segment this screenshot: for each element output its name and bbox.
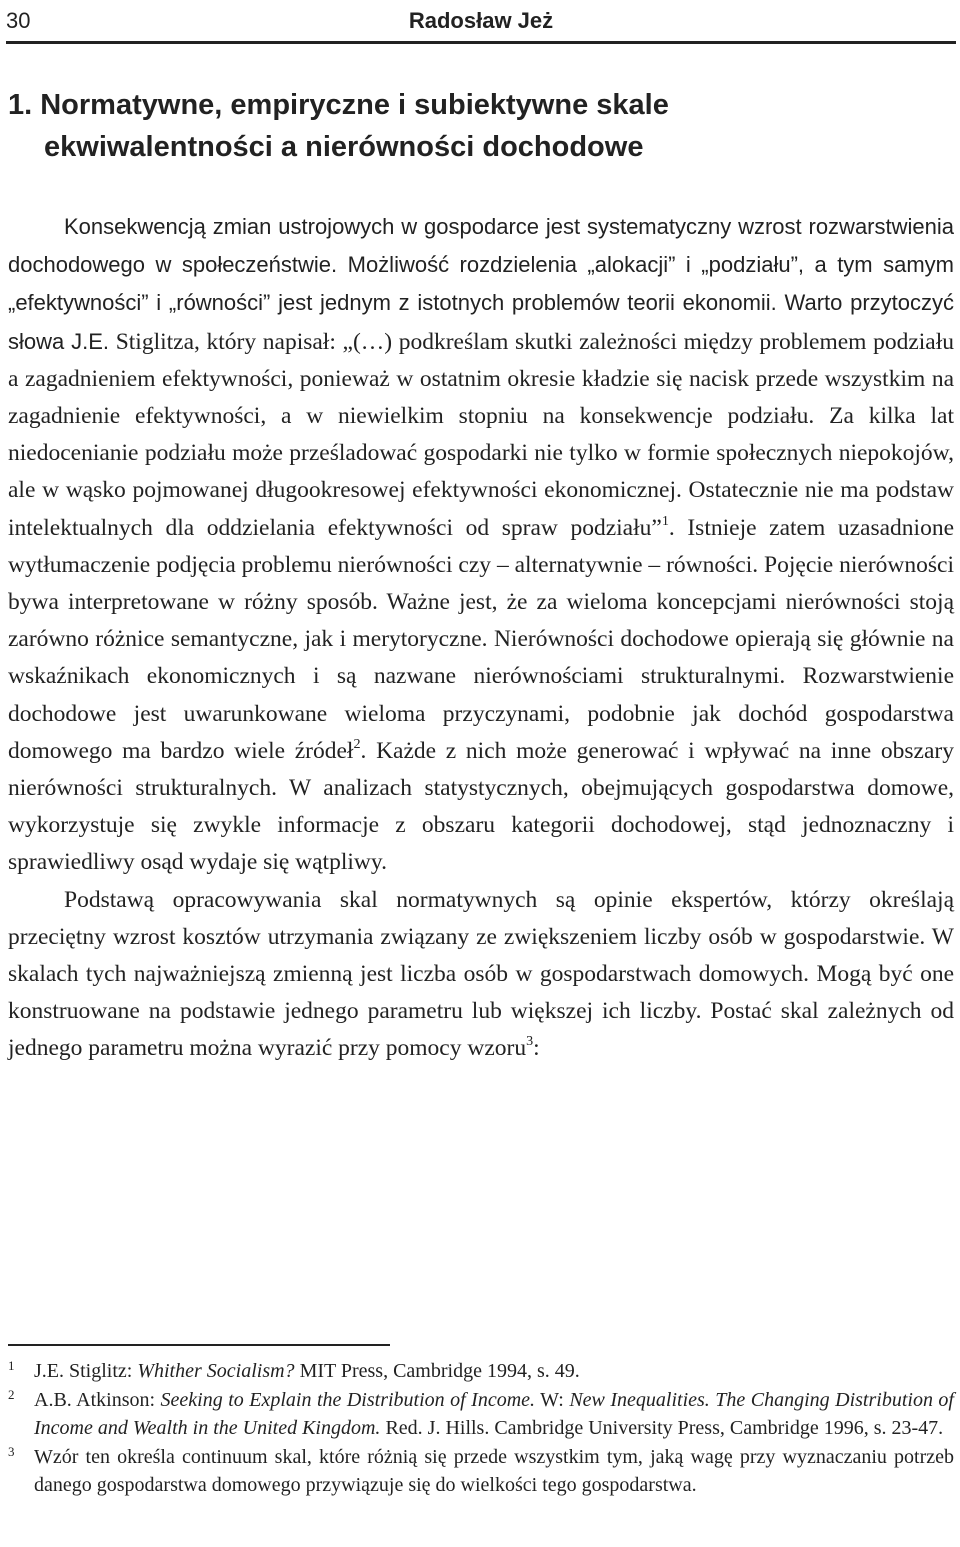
paragraph-2-text: Podstawą opracowywania skal normatywnych są opinie ekspertów, którzy określają przeciętny wzrost kosztów utrzymania związany ze zwiększeniem liczby osób w gospodarstwie. W skalach tych najważniejszą zmienną jest liczba osób w gospodarstwach domowych. Mogą być one konstruowane na podstawie jednego parametru lub większej ich liczby. Postać skal zależnych od jednego parametru można wyrazić przy pomocy wzoru [8, 886, 954, 1062]
footnote-run: J.E. Stiglitz: [34, 1360, 138, 1382]
section-title [8, 84, 908, 168]
body-text [8, 208, 954, 1068]
footnote-2 [8, 1387, 954, 1442]
footnote-title: Whither Socialism? [137, 1360, 295, 1382]
footnote-title: Seeking to Explain the Distribution of Income. [160, 1389, 536, 1412]
footnote-text [34, 1358, 954, 1385]
section-title-line1: 1. Normatywne, empiryczne i subiektywne skale [8, 89, 669, 121]
footnote-ref-3: 3 [526, 1033, 534, 1050]
footnote-run: W: [535, 1389, 570, 1412]
paragraph-1-run-a: Stiglitza, który napisał: „(…) podkreślam skutki zależności między problemem podziału a zagadnieniem efektywności, ponieważ w ostatnim okresie kładzie się nacisk przede wszystkim na zagadnienie efektywności, a w niewielkim stopniu na konsekwencje podziału. Za kilka lat niedocenianie podziału może prześladować gospodarki nie tylko w formie społecznych niepokojów, ale w wąsko pojmowanej długookresowej efektywności ekonomicznej. Ostatecznie nie ma podstaw intelektualnych dla oddzielania efektywności od spraw podziału” [8, 328, 955, 541]
footnote-rule [8, 1344, 390, 1346]
footnote-run: Red. J. Hills. Cambridge University Press, Cambridge 1996, s. 23-47. [380, 1416, 944, 1439]
footnote-text [34, 1387, 954, 1442]
paragraph-2-end: : [533, 1035, 540, 1062]
paragraph-1-sans-run: Konsekwencją zmian ustrojowych w gospodarce jest systematyczny wzrost rozwarstwienia dochodowego w społeczeństwie. Możliwość rozdzielenia „alokacji” i „podziału”, a tym samym „efektywności” i „równości” jest jednym z istotnych problemów teorii ekonomii. Warto przytoczyć słowa J.E. [8, 214, 954, 354]
footnote-ref-2: 2 [353, 735, 361, 752]
footnotes [8, 1358, 954, 1501]
section-title-line2: ekwiwalentności a nierówności dochodowe [44, 131, 644, 163]
footnote-1 [8, 1358, 954, 1385]
page-header [6, 2, 956, 40]
footnote-run: MIT Press, Cambridge 1994, s. 49. [294, 1360, 580, 1382]
header-rule [6, 41, 956, 44]
footnote-mark: 3 [8, 1444, 15, 1460]
paragraph-1-run-b: . Istnieje zatem uzasadnione wytłumaczenie podjęcia problemu nierówności czy – alternatywnie – równości. Pojęcie nierówności bywa interpretowane w różny sposób. Ważne jest, że za wieloma koncepcjami nierówności stoją zarówno różnice semantyczne, jak i merytoryczne. Nierówności dochodowe opierają się głównie na wskaźnikach ekonomicznych i są nazwane nierównościami strukturalnymi. Rozwarstwienie dochodowe jest uwarunkowane wieloma przyczynami, podobnie jak dochód gospodarstwa domowego ma bardzo wiele źródeł [8, 514, 954, 764]
paragraph-1 [8, 208, 954, 882]
footnote-mark: 2 [8, 1387, 15, 1403]
footnote-3 [8, 1444, 954, 1499]
footnote-text: Wzór ten określa continuum skal, które różnią się przede wszystkim tym, jaką wagę przy wyznaczaniu potrzeb danego gospodarstwa domowego przywiązuje się do wielkości tego gospodarstwa. [34, 1446, 954, 1496]
footnote-ref-1: 1 [661, 512, 669, 529]
footnote-run: A.B. Atkinson: [34, 1389, 161, 1412]
footnote-title: New Inequalities. The Changing Distribution of Income and Wealth in the United Kingdom. [34, 1389, 954, 1439]
paragraph-2 [8, 882, 954, 1068]
page-number: 30 [6, 8, 31, 33]
paragraph-1-run-c: . Każde z nich może generować i wpływać na inne obszary nierówności strukturalnych. W analizach statystycznych, obejmujących gospodarstwa domowe, wykorzystuje się zwykle informacje z obszaru kategorii dochodowej, stąd jednoznaczny i sprawiedliwy osąd wydaje się wątpliwy. [8, 737, 954, 876]
running-head: Radosław Jeż [408, 8, 554, 33]
footnote-mark: 1 [8, 1358, 15, 1373]
